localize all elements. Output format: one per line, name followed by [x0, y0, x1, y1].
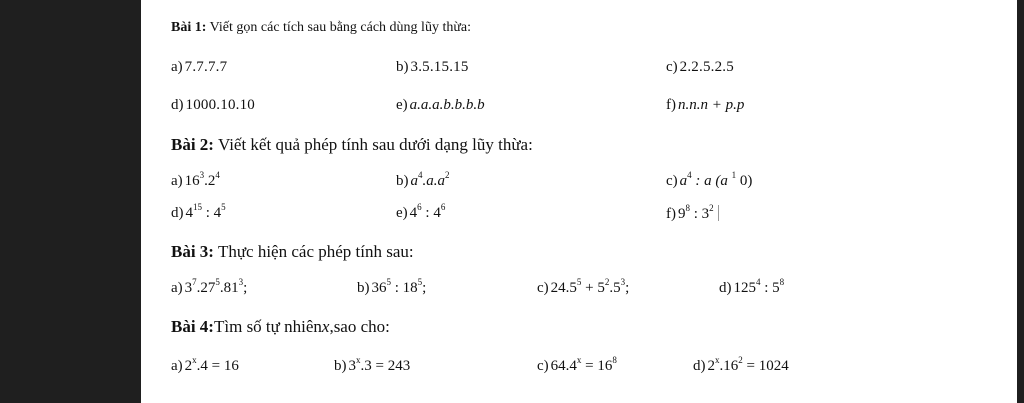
bai1-item-a: a) 7.7.7.7	[171, 59, 228, 75]
bai4-heading: Bài 4:Tìm số tự nhiênx,sao cho:	[171, 317, 390, 336]
bai2-item-a: a) $16^3.2^4$	[171, 170, 220, 189]
bai3-item-d: d) $125^4$ : $5^8$	[719, 277, 785, 296]
bai4-item-c: c) $64.4^x = 16^8$	[537, 355, 617, 374]
bai4-item-d: d) $2^x.16^2 = 1024$	[693, 355, 789, 374]
bai4-item-a: a) $2^x.4 = 16$	[171, 355, 239, 374]
bai2-item-c: c) $a^4$ : a (a $^1$ 0)	[666, 170, 753, 189]
bai3-item-b: b) $36^5$ : $18^5$;	[357, 277, 427, 296]
text-cursor	[718, 205, 719, 221]
bai1-item-b: b) 3.5.15.15	[396, 59, 469, 75]
bai2-heading: Bài 2: Viết kết quả phép tính sau dưới dạng lũy thừa:	[171, 135, 533, 154]
bai1-item-e: e) a.a.a.b.b.b.b	[396, 97, 485, 113]
document-page	[141, 0, 1017, 403]
bai2-item-e: e) $4^6$ : $4^6$	[396, 202, 446, 221]
bai1-item-d: d) 1000.10.10	[171, 97, 255, 113]
bai3-item-a: a) $3^7.27^5.81^3$;	[171, 277, 248, 296]
bai3-heading: Bài 3: Thực hiện các phép tính sau:	[171, 242, 414, 261]
bai1-item-f: f) n.n.n + p.p	[666, 97, 745, 113]
bai2-item-b: b) $a^4.a.a^2$	[396, 170, 450, 189]
bai2-item-d: d) $4^{15}$ : $4^5$	[171, 202, 226, 221]
bai4-item-b: b) $3^x.3 = 243$	[334, 355, 411, 374]
bai3-item-c: c) $24.5^5 + 5^2.5^3$;	[537, 277, 630, 296]
bai1-heading: Bài 1: Viết gọn các tích sau bằng cách dùng lũy thừa:	[171, 20, 472, 35]
bai1-item-c: c) 2.2.5.2.5	[666, 59, 734, 75]
bai2-item-f: f) $9^8$ : $3^2$	[666, 205, 719, 223]
